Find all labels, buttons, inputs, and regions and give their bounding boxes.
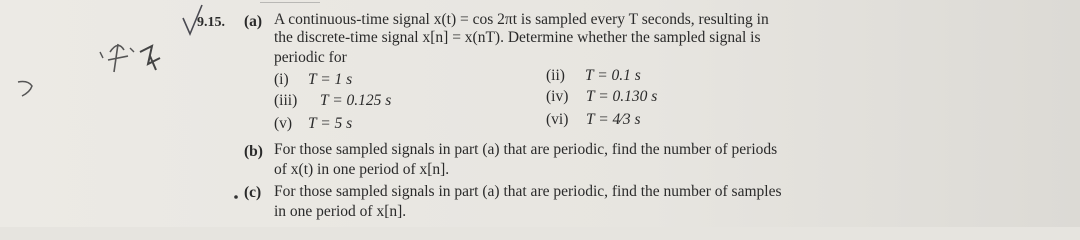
item-iii-value: T = 0.125 s	[320, 92, 392, 109]
part-c-line-2: in one period of x[n].	[274, 203, 407, 220]
item-iv-label: (iv)	[546, 88, 569, 105]
cropped-top-text	[260, 0, 320, 3]
part-a-line-2: the discrete-time signal x[n] = x(nT). Determine whether the sampled signal is	[274, 29, 761, 46]
problem-number: 9.15.	[197, 15, 225, 30]
part-a-label: (a)	[244, 13, 263, 30]
item-i-value: T = 1 s	[308, 71, 353, 88]
part-a-line-1: A continuous-time signal x(t) = cos 2πt is sampled every T seconds, resulting in	[274, 11, 769, 28]
item-i-label: (i)	[274, 71, 289, 88]
item-iii-label: (iii)	[274, 92, 298, 109]
item-v-label: (v)	[274, 115, 293, 132]
part-b-line-2: of x(t) in one period of x[n].	[274, 161, 450, 178]
item-vi-label: (vi)	[546, 111, 569, 128]
part-a-line-3: periodic for	[274, 49, 347, 66]
item-iv-value: T = 0.130 s	[586, 88, 658, 105]
item-ii-value: T = 0.1 s	[585, 67, 641, 84]
item-v-value: T = 5 s	[308, 115, 353, 132]
part-b-label: (b)	[244, 143, 263, 160]
item-ii-label: (ii)	[546, 67, 565, 84]
part-b-line-1: For those sampled signals in part (a) that are periodic, find the number of periods	[274, 141, 778, 158]
handwritten-margin-marks	[0, 0, 240, 227]
part-c-label: (c)	[244, 184, 262, 201]
item-vi-value: T = 4⁄3 s	[586, 111, 641, 128]
part-c-line-1: For those sampled signals in part (a) that are periodic, find the number of samples	[274, 183, 782, 200]
